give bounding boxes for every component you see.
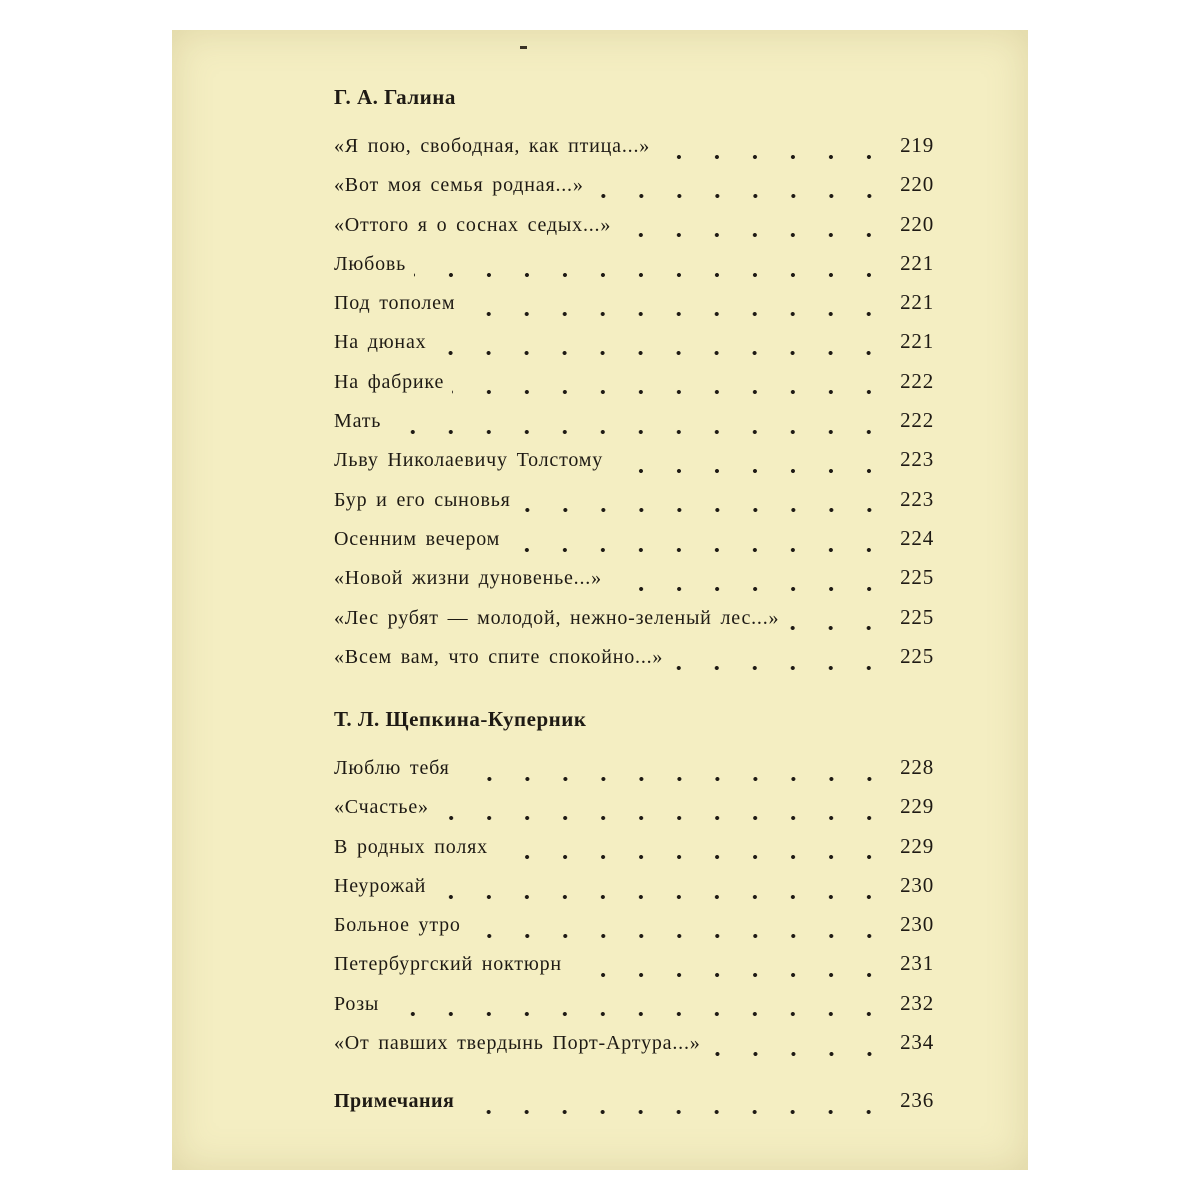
toc-page-number: 220: [900, 172, 934, 197]
toc-row[interactable]: [334, 912, 934, 951]
section-author: Т. Л. Щепкина-Куперник: [334, 707, 587, 731]
dot-leader: [787, 623, 888, 633]
toc-row[interactable]: [334, 329, 934, 368]
book-page: [172, 30, 1028, 1170]
toc-page-number: 225: [900, 565, 934, 590]
toc-page-number: 219: [900, 133, 934, 157]
toc-title: «Я пою, свободная, как птица...»: [334, 135, 651, 157]
toc-row[interactable]: [334, 172, 934, 211]
toc-page-number: 221: [900, 290, 934, 315]
dot-leader: [671, 663, 888, 673]
dot-leader: [452, 387, 888, 397]
toc-title: Больное утро: [334, 914, 461, 937]
toc-title: Бур и его сыновья: [334, 488, 511, 511]
toc-page-number: 230: [900, 912, 934, 937]
toc-title: Любовь: [334, 252, 407, 275]
toc-row[interactable]: [334, 794, 934, 833]
toc-title: «Счастье»: [334, 796, 429, 819]
toc-title: Под тополем: [334, 292, 456, 315]
dot-leader: [462, 1107, 888, 1117]
dot-leader: [592, 191, 888, 201]
toc-row[interactable]: [334, 951, 934, 990]
toc-row[interactable]: [334, 605, 934, 644]
toc-page-number: 222: [900, 368, 934, 393]
section-galina: [334, 82, 934, 683]
dot-leader: [414, 270, 888, 280]
print-mark: [520, 46, 527, 49]
dot-leader: [434, 348, 888, 358]
toc-page-number: 229: [900, 794, 934, 819]
dot-leader: [570, 970, 888, 980]
toc-row[interactable]: [334, 251, 934, 290]
toc-title: Мать: [334, 410, 382, 433]
toc-title: На фабрике: [334, 370, 445, 393]
toc-row[interactable]: [334, 526, 934, 565]
toc-title: «Вот моя семья родная...»: [334, 174, 584, 197]
toc-title: На дюнах: [334, 331, 427, 354]
toc-page-number: 222: [900, 408, 934, 433]
dot-leader: [437, 813, 888, 823]
dot-leader: [709, 1049, 888, 1059]
toc-title: «Оттого я о соснах седых...»: [334, 213, 612, 236]
toc-title: В родных полях: [334, 835, 488, 858]
toc-page-number: 236: [900, 1088, 934, 1112]
toc-row[interactable]: [334, 1088, 934, 1127]
toc-list: [334, 755, 934, 1069]
dot-leader: [389, 427, 888, 437]
toc-row[interactable]: [334, 290, 934, 329]
toc-row[interactable]: [334, 447, 934, 486]
dot-leader: [496, 852, 888, 862]
toc-row[interactable]: [334, 991, 934, 1030]
dot-leader: [611, 466, 888, 476]
toc-row[interactable]: [334, 408, 934, 447]
toc-row[interactable]: [334, 873, 934, 912]
toc-row[interactable]: [334, 133, 934, 172]
toc-title: Розы: [334, 992, 380, 1015]
toc-title: Люблю тебя: [334, 757, 450, 779]
dot-leader: [469, 931, 888, 941]
toc-page-number: 229: [900, 833, 934, 858]
dot-leader: [508, 545, 888, 555]
toc-page-number: 221: [900, 329, 934, 354]
toc-title: «Лес рубят — молодой, нежно-зеленый лес...»: [334, 606, 780, 629]
toc-title: Петербургский ноктюрн: [334, 953, 562, 976]
dot-leader: [434, 892, 888, 902]
toc-page-number: 224: [900, 525, 934, 550]
dot-leader: [658, 152, 888, 162]
dot-leader: [387, 1009, 888, 1019]
toc-title: «Всем вам, что спите спокойно...»: [334, 645, 664, 668]
dot-leader: [619, 230, 888, 240]
section-shchepkina: [334, 704, 934, 1069]
dot-leader: [610, 584, 888, 594]
toc-page-number: 228: [900, 755, 934, 779]
toc-row[interactable]: [334, 565, 934, 604]
dot-leader: [458, 774, 888, 784]
toc-title: «От павших твердынь Порт-Артура...»: [334, 1032, 701, 1055]
toc-title: «Новой жизни дуновенье...»: [334, 567, 602, 590]
section-author: Г. А. Галина: [334, 85, 456, 109]
dot-leader: [463, 309, 888, 319]
toc-page-number: 220: [900, 211, 934, 236]
toc-row[interactable]: [334, 644, 934, 683]
notes-entry: [334, 1088, 934, 1127]
dot-leader: [519, 505, 888, 515]
toc-page-number: 221: [900, 250, 934, 275]
toc-row[interactable]: [334, 212, 934, 251]
toc-title: Неурожай: [334, 874, 427, 897]
toc-page-number: 230: [900, 872, 934, 897]
toc-row[interactable]: [334, 1030, 934, 1069]
toc-page-number: 232: [900, 990, 934, 1015]
toc-row[interactable]: [334, 369, 934, 408]
toc-title: Примечания: [334, 1090, 455, 1112]
toc-title: Осенним вечером: [334, 527, 501, 550]
toc-row[interactable]: [334, 834, 934, 873]
toc-title: Льву Николаевичу Толстому: [334, 449, 604, 472]
toc-row[interactable]: [334, 487, 934, 526]
toc-row[interactable]: [334, 755, 934, 794]
toc-page-number: 223: [900, 486, 934, 511]
toc-page-number: 223: [900, 447, 934, 472]
toc-page-number: 225: [900, 604, 934, 629]
toc-page-number: 231: [900, 951, 934, 976]
toc-page-number: 234: [900, 1030, 934, 1055]
toc-page-number: 225: [900, 643, 934, 668]
toc-list: [334, 133, 934, 683]
